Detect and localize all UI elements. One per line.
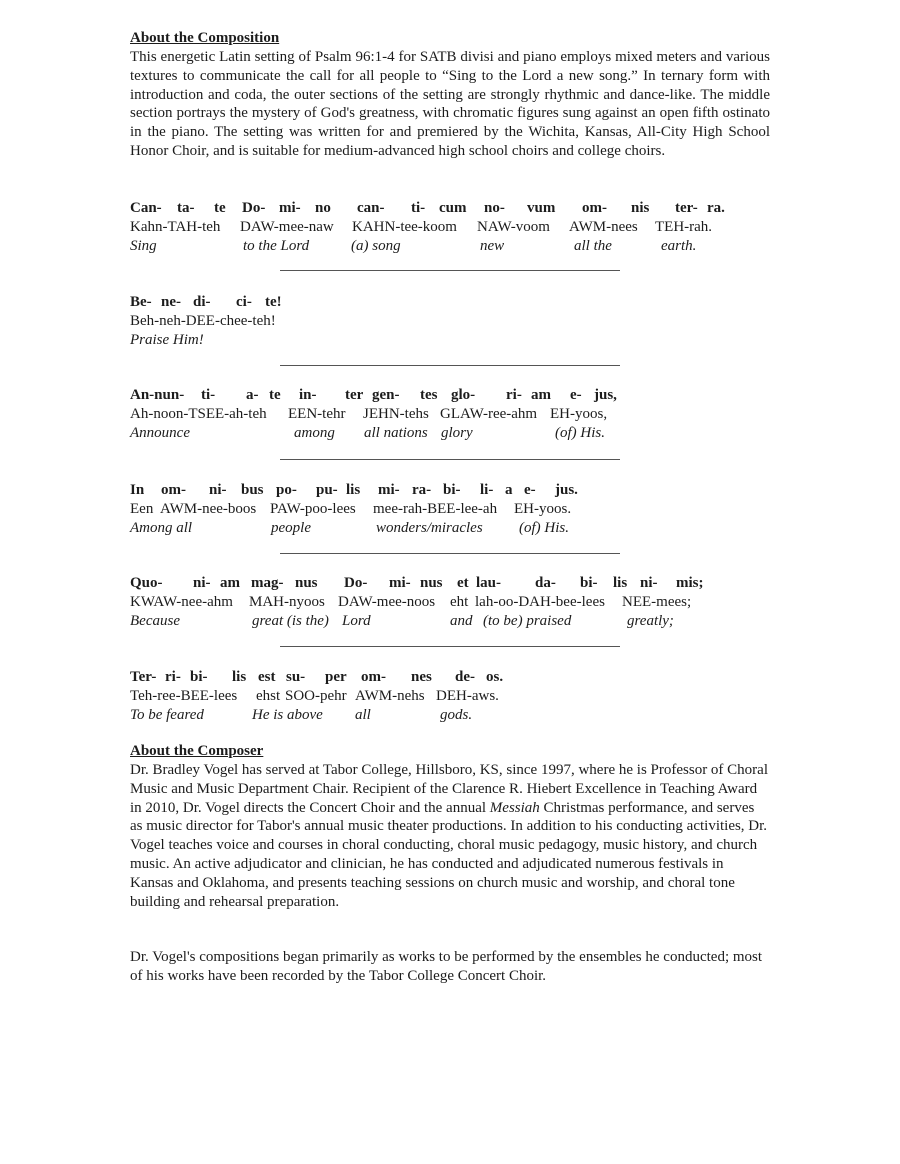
latin-syllable: et [457, 575, 469, 591]
latin-syllable: om- [161, 482, 186, 498]
latin-syllable: Be- [130, 294, 152, 310]
translation-word: among [294, 425, 335, 441]
text-block-6 [130, 668, 750, 728]
latin-syllable: jus. [555, 482, 578, 498]
latin-syllable: bi- [190, 669, 208, 685]
pronunciation-line [130, 405, 750, 424]
translation-line [130, 331, 750, 350]
latin-line [130, 293, 750, 312]
latin-syllable: om- [361, 669, 386, 685]
latin-syllable: no [315, 200, 331, 216]
text-block-5 [130, 574, 750, 634]
text-block-1 [130, 199, 750, 259]
latin-syllable: Quo- [130, 575, 163, 591]
latin-syllable: lis [613, 575, 628, 591]
translation-word: all nations [364, 425, 428, 441]
translation-word: Because [130, 613, 180, 629]
pronunciation-line [130, 593, 750, 612]
pronunciation-word: PAW-poo-lees [270, 501, 356, 517]
pronunciation-word: DAW-mee-noos [338, 594, 436, 610]
latin-syllable: pu- [316, 482, 338, 498]
composer-paragraph-1 [130, 761, 770, 911]
translation-word: earth. [661, 238, 697, 254]
latin-syllable: In [130, 482, 145, 498]
translation-word: wonders/miracles [376, 520, 483, 536]
text-block-3 [130, 386, 750, 446]
pronunciation-word: Teh-ree-BEE-lees [130, 688, 238, 704]
latin-syllable: ci- [236, 294, 252, 310]
translation-word: (to be) praised [483, 613, 572, 629]
latin-syllable: a- [246, 387, 259, 403]
composer-bio [130, 761, 770, 911]
translation-word: great (is the) [252, 613, 329, 629]
latin-syllable: mi- [378, 482, 400, 498]
translation-word: all [355, 707, 371, 723]
latin-syllable: An-nun- [130, 387, 185, 403]
pronunciation-word: KWAW-nee-ahm [130, 594, 233, 610]
translation-word: Sing [130, 238, 157, 254]
translation-word: greatly; [627, 613, 674, 629]
latin-syllable: am [220, 575, 240, 591]
pronunciation-word: DEH-aws. [436, 688, 499, 704]
latin-syllable: e- [524, 482, 536, 498]
latin-syllable: am [531, 387, 551, 403]
text-block-2 [130, 293, 750, 353]
latin-line [130, 386, 750, 405]
pronunciation-word: Ah-noon-TSEE-ah-teh [130, 406, 267, 422]
latin-syllable: ri- [506, 387, 522, 403]
latin-syllable: ni- [193, 575, 211, 591]
latin-syllable: vum [527, 200, 556, 216]
latin-syllable: glo- [451, 387, 476, 403]
section-divider [280, 270, 620, 271]
latin-syllable: bi- [580, 575, 598, 591]
latin-line [130, 668, 750, 687]
latin-syllable: mis; [676, 575, 704, 591]
translation-word: and [450, 613, 473, 629]
pronunciation-word: EH-yoos. [514, 501, 572, 517]
translation-word: Lord [342, 613, 371, 629]
pronunciation-word: AWM-nees [569, 219, 638, 235]
composer-paragraph-1-end: Christmas performance, and serves as music director for Tabor's annual music theater productions. In addition to his conducting activities, Dr. Vogel teaches voice and courses in choral conducting, choral music pedagogy, music history, and church music. An active adjudicator and clinician, he has conducted and adjudicated numerous festivals in Kansas and Oklahoma, and presents teaching sessions on church music and worship, and choral tone building and rehearsal preparation. [130, 799, 768, 910]
latin-syllable: om- [582, 200, 607, 216]
latin-syllable: Can- [130, 200, 162, 216]
pronunciation-line [130, 500, 750, 519]
pronunciation-word: NAW-voom [477, 219, 550, 235]
latin-syllable: Ter- [130, 669, 157, 685]
latin-syllable: ni- [209, 482, 227, 498]
composition-description [130, 48, 770, 161]
pronunciation-word: mee-rah-BEE-lee-ah [373, 501, 498, 517]
latin-syllable: po- [276, 482, 297, 498]
pronunciation-word: Beh-neh-DEE-chee-teh! [130, 313, 276, 329]
translation-word: Praise Him! [130, 332, 204, 348]
pronunciation-word: eht [450, 594, 469, 610]
translation-word: new [480, 238, 505, 254]
latin-syllable: da- [535, 575, 556, 591]
pronunciation-line [130, 312, 750, 331]
latin-syllable: per [325, 669, 347, 685]
translation-line [130, 706, 750, 725]
pronunciation-word: AWM-nee-boos [160, 501, 257, 517]
translation-word: gods. [440, 707, 473, 723]
translation-line [130, 237, 750, 256]
latin-syllable: te [269, 387, 281, 403]
latin-syllable: can- [357, 200, 385, 216]
latin-line [130, 481, 750, 500]
latin-syllable: no- [484, 200, 505, 216]
text-block-4 [130, 481, 750, 541]
pronunciation-word: lah-oo-DAH-bee-lees [475, 594, 605, 610]
latin-syllable: de- [455, 669, 475, 685]
pronunciation-word: SOO-pehr [285, 688, 347, 704]
latin-syllable: mag- [251, 575, 284, 591]
latin-syllable: te [214, 200, 226, 216]
latin-syllable: su- [286, 669, 306, 685]
section-divider [280, 646, 620, 647]
latin-syllable: di- [193, 294, 211, 310]
latin-syllable: lis [346, 482, 361, 498]
latin-syllable: e- [570, 387, 582, 403]
translation-word: He is above [252, 707, 323, 723]
latin-syllable: Do- [344, 575, 368, 591]
latin-syllable: nis [631, 200, 650, 216]
latin-syllable: cum [439, 200, 467, 216]
translation-line [130, 612, 750, 631]
latin-syllable: est [258, 669, 276, 685]
latin-syllable: ni- [640, 575, 658, 591]
pronunciation-line [130, 687, 750, 706]
translation-word: To be feared [130, 707, 204, 723]
latin-syllable: os. [486, 669, 504, 685]
translation-word: Among all [130, 520, 193, 536]
latin-syllable: nes [411, 669, 432, 685]
latin-line [130, 574, 750, 593]
latin-syllable: ter- [675, 200, 698, 216]
latin-syllable: ter [345, 387, 364, 403]
composition-heading: About the Composition [130, 30, 280, 46]
translation-word: to the Lord [243, 238, 310, 254]
latin-syllable: li- [480, 482, 494, 498]
composer-heading: About the Composer [130, 743, 264, 759]
pronunciation-word: Kahn-TAH-teh [130, 219, 221, 235]
translation-word: Announce [130, 425, 190, 441]
pronunciation-word: ehst [256, 688, 281, 704]
composer-paragraph-1-start: Dr. Bradley Vogel has served at Tabor College, Hillsboro, KS, since 1997, where he is Professor of Choral Music and Music Department Chair. Recipient of the Clarence R. Hiebert Excellence in Teaching Award in 2010, Dr. Vogel directs the Concert Choir and the annual [130, 762, 769, 816]
pronunciation-word: TEH-rah. [655, 219, 713, 235]
latin-syllable: nus [420, 575, 443, 591]
composer-paragraph-2: Dr. Vogel's compositions began primarily as works to be performed by the ensembles he conducted; most of his works have been recorded by the Tabor College Concert Choir. [130, 949, 763, 984]
latin-syllable: ra. [707, 200, 725, 216]
composer-works [130, 948, 770, 986]
latin-syllable: gen- [372, 387, 400, 403]
latin-syllable: te! [265, 294, 282, 310]
translation-line [130, 424, 750, 443]
pronunciation-word: EH-yoos, [550, 406, 608, 422]
section-divider [280, 553, 620, 554]
latin-syllable: lau- [476, 575, 502, 591]
latin-syllable: ta- [177, 200, 195, 216]
pronunciation-word: EEN-tehr [288, 406, 346, 422]
pronunciation-word: JEHN-tehs [363, 406, 429, 422]
latin-syllable: bus [241, 482, 264, 498]
latin-syllable: lis [232, 669, 247, 685]
latin-syllable: in- [299, 387, 317, 403]
latin-syllable: bi- [443, 482, 461, 498]
messiah-title: Messiah [489, 799, 540, 816]
latin-syllable: mi- [279, 200, 301, 216]
pronunciation-word: AWM-nehs [355, 688, 425, 704]
latin-line [130, 199, 750, 218]
translation-word: all the [574, 238, 612, 254]
section-divider [280, 365, 620, 366]
composition-body: This energetic Latin setting of Psalm 96:1-4 for SATB divisi and piano employs mixed meters and various textures to communicate the call for all people to “Sing to the Lord a new song.” In ternary form with introduction and coda, the outer sections of the setting are strongly rhythmic and dance-like. The middle section portrays the mystery of God's greatness, with chromatic figures sung against an open fifth ostinato in the piano. The setting was written for and premiered by the Wichita, Kansas, All-City High School Honor Choir, and is suitable for medium-advanced high school choirs and college choirs. [130, 49, 770, 159]
latin-syllable: ti- [411, 200, 426, 216]
latin-syllable: jus, [594, 387, 617, 403]
section-divider [280, 459, 620, 460]
translation-word: (a) song [351, 238, 401, 254]
latin-syllable: Do- [242, 200, 266, 216]
latin-syllable: ne- [161, 294, 181, 310]
pronunciation-word: KAHN-tee-koom [352, 219, 457, 235]
pronunciation-word: MAH-nyoos [249, 594, 325, 610]
latin-syllable: nus [295, 575, 318, 591]
translation-word: people [271, 520, 311, 536]
translation-line [130, 519, 750, 538]
latin-syllable: a [505, 482, 513, 498]
latin-syllable: tes [420, 387, 438, 403]
pronunciation-word: Een [130, 501, 154, 517]
translation-word: (of) His. [519, 520, 569, 536]
latin-syllable: ti- [201, 387, 216, 403]
translation-word: (of) His. [555, 425, 605, 441]
latin-syllable: ra- [412, 482, 432, 498]
pronunciation-word: GLAW-ree-ahm [440, 406, 538, 422]
pronunciation-word: NEE-mees; [622, 594, 692, 610]
latin-syllable: ri- [165, 669, 181, 685]
pronunciation-line [130, 218, 750, 237]
pronunciation-word: DAW-mee-naw [240, 219, 334, 235]
latin-syllable: mi- [389, 575, 411, 591]
translation-word: glory [441, 425, 473, 441]
